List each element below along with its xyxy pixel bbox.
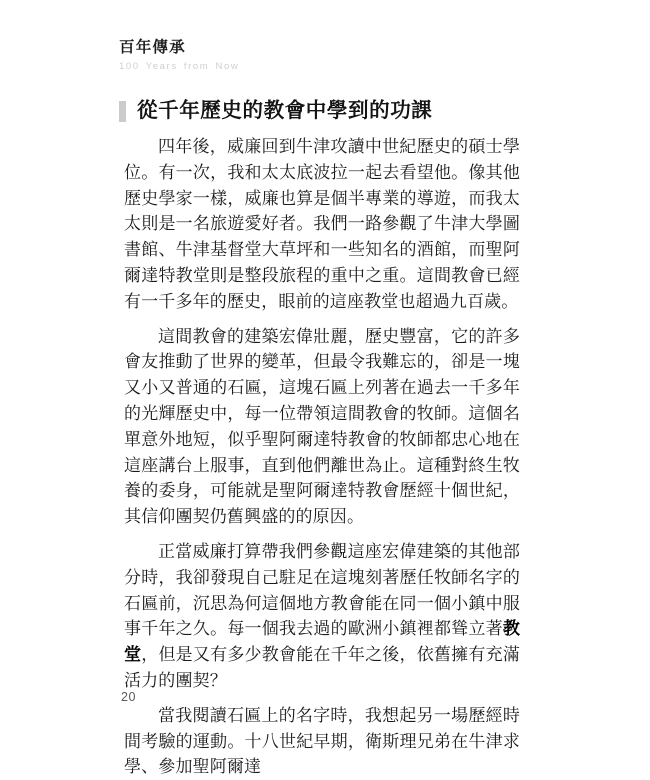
text-run: 四年後，威廉回到牛津攻讀中世紀歷史的碩士學位。有一次，我和太太底波拉一起去看望他。像其他歷史學家一樣，威廉也算是個半專業的導遊，而我太太則是一名旅遊愛好者。我們一路參觀了牛津大學圖書館、牛津基督堂大草坪和一些知名的酒館，而聖阿爾達特教堂則是整段旅程的重中之重。這間教會已經有一千多年的歷史，眼前的這座教堂也超過九百歲。 <box>124 137 520 311</box>
page-number: 20 <box>121 690 136 704</box>
emphasis-text: 教堂 <box>124 619 520 665</box>
paragraph <box>124 134 520 315</box>
chapter-heading-text: 從千年歷史的教會中學到的功課 <box>137 100 433 122</box>
text-run: 當我閱讀石匾上的名字時，我想起另一場歷經時間考驗的運動。十八世紀早期，衛斯理兄弟在牛津求學、參加聖阿爾達 <box>124 705 520 777</box>
accent-bar-icon <box>119 101 126 122</box>
running-header <box>119 38 539 73</box>
text-run: 正當威廉打算帶我們參觀這座宏偉建築的其他部分時，我卻發現自己駐足在這塊刻著歷任牧師名字的石匾前，沉思為何這個地方教會能在同一個小鎮中服事千年之久。每一個我去過的歐洲小鎮裡都聳立著 <box>124 541 520 639</box>
chapter-heading <box>119 99 432 123</box>
paragraph <box>124 703 520 780</box>
text-run: 這間教會的建築宏偉壯麗，歷史豐富，它的許多會友推動了世界的變革，但最令我難忘的，卻是一塊又小又普通的石匾，這塊石匾上列著在過去一千多年的光輝歷史中，每一位帶領這間教會的牧師。這個名單意外地短，似乎聖阿爾達特教會的牧師都忠心地在這座講台上服事，直到他們離世為止。這種對終生牧養的委身，可能就是聖阿爾達特教會歷經十個世紀，其信仰團契仍舊興盛的的原因。 <box>124 326 520 527</box>
paragraph <box>124 324 520 530</box>
body-text-block <box>124 134 520 780</box>
text-run: ，但是又有多少教會能在千年之後，依舊擁有充滿活力的團契？ <box>124 645 520 690</box>
paragraph <box>124 539 520 694</box>
book-title: 百年傳承 <box>119 39 186 56</box>
book-subtitle: 100 Years from Now <box>119 61 240 72</box>
